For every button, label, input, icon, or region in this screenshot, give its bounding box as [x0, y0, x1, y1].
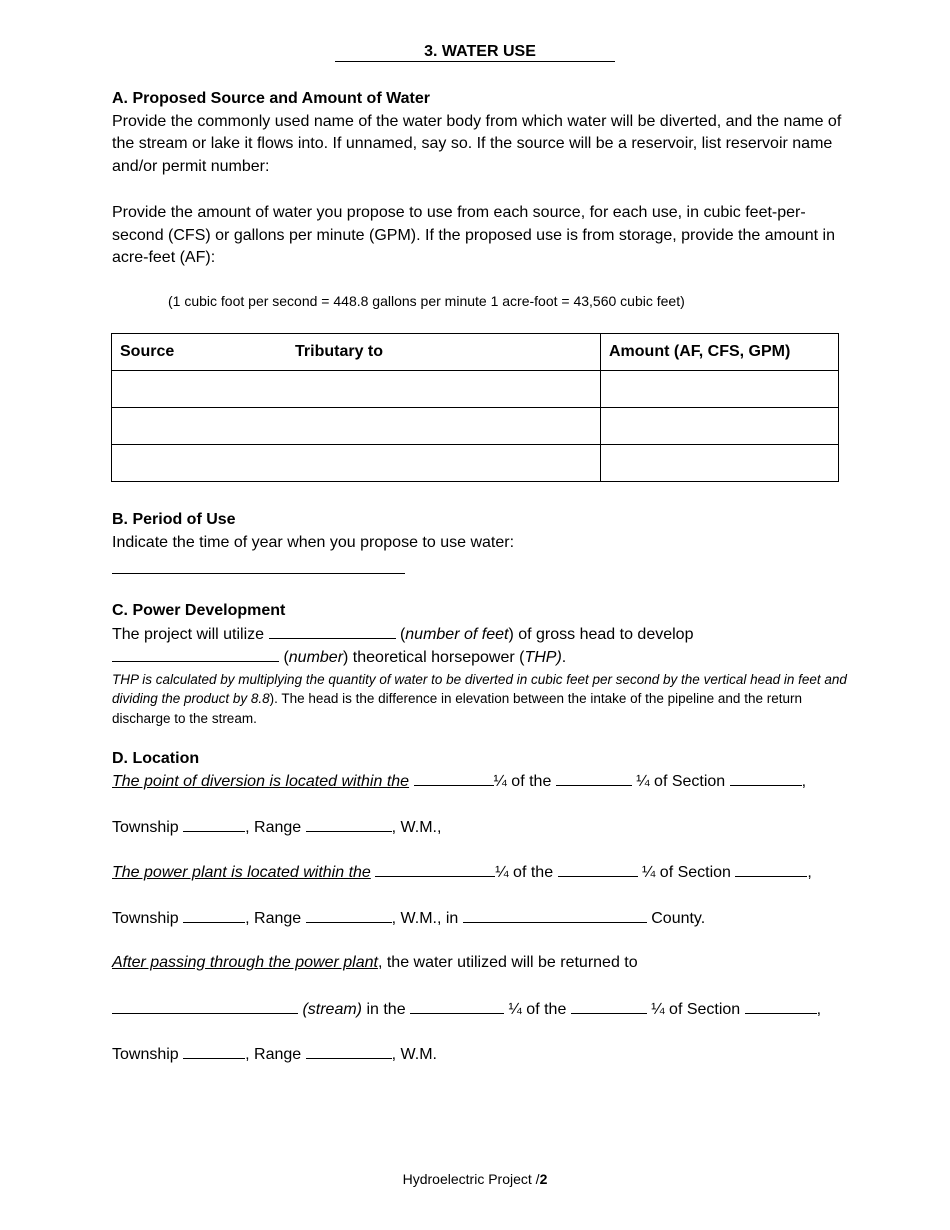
diversion-quarter-field[interactable]	[414, 770, 494, 786]
powerplant-township-field[interactable]	[183, 907, 245, 923]
section-c	[112, 600, 852, 728]
return-section-field[interactable]	[745, 998, 817, 1014]
page-number: 2	[539, 1171, 548, 1187]
return-quarter-field[interactable]	[410, 998, 504, 1014]
page-title: 3. WATER USE	[335, 42, 615, 62]
diversion-township-line: Township , Range , W.M.,	[112, 816, 441, 840]
section-a-instructions-2: Provide the amount of water you propose to use from each source, for each use, in cubic feet-per-second (CFS) or gallons per minute (GPM). If the proposed use is from storage, provide the amount in acre-feet (AF):	[112, 204, 835, 266]
return-line: After passing through the power plant, the water utilized will be returned to	[112, 954, 638, 971]
section-a	[112, 88, 852, 178]
table-row	[112, 445, 839, 482]
conversion-note: (1 cubic foot per second = 448.8 gallons per minute 1 acre-foot = 43,560 cubic feet)	[168, 293, 685, 309]
amount-input-cell[interactable]	[601, 445, 839, 482]
source-input-cell[interactable]	[112, 371, 601, 408]
return-township-line: Township , Range , W.M.	[112, 1043, 437, 1067]
source-input-cell[interactable]	[112, 445, 601, 482]
powerplant-section-field[interactable]	[735, 861, 807, 877]
powerplant-quarter2-field[interactable]	[558, 861, 638, 877]
col-source: Source	[120, 342, 175, 360]
amount-input-cell[interactable]	[601, 408, 839, 445]
section-b-instructions: Indicate the time of year when you propose to use water:	[112, 533, 515, 551]
diversion-township-field[interactable]	[183, 816, 245, 832]
table-row	[112, 371, 839, 408]
table-header-row	[112, 334, 839, 371]
return-quarter2-field[interactable]	[571, 998, 647, 1014]
section-b	[112, 509, 852, 554]
thp-note: THP is calculated by multiplying the quantity of water to be diverted in cubic feet per second by the vertical head in feet and dividing the product by 8.8). The head is the difference in elevation between the intake of the pipeline and the return discharge to the stream.	[112, 671, 847, 726]
amount-input-cell[interactable]	[601, 371, 839, 408]
powerplant-range-field[interactable]	[306, 907, 392, 923]
county-field[interactable]	[463, 907, 647, 923]
horsepower-field[interactable]	[112, 646, 279, 662]
powerplant-line: The power plant is located within the ¼ of the ¼ of Section ,	[112, 861, 812, 885]
return-township-field[interactable]	[183, 1043, 245, 1059]
power-line-1: The project will utilize (number of feet) of gross head to develop	[112, 623, 852, 647]
source-input-cell[interactable]	[112, 408, 601, 445]
section-c-heading: C. Power Development	[112, 602, 286, 619]
period-of-use-field[interactable]	[112, 573, 405, 574]
diversion-section-field[interactable]	[730, 770, 802, 786]
diversion-range-field[interactable]	[306, 816, 392, 832]
return-range-field[interactable]	[306, 1043, 392, 1059]
page-footer: Hydroelectric Project /2	[402, 1171, 548, 1187]
section-b-heading: B. Period of Use	[112, 511, 236, 528]
section-a-amount	[112, 202, 852, 270]
return-stream-line: (stream) in the ¼ of the ¼ of Section ,	[112, 998, 821, 1022]
diversion-quarter2-field[interactable]	[556, 770, 632, 786]
source-table	[111, 333, 839, 482]
section-a-heading: A. Proposed Source and Amount of Water	[112, 90, 430, 107]
powerplant-quarter-field[interactable]	[375, 861, 495, 877]
power-line-2: (number) theoretical horsepower (THP).	[112, 646, 852, 670]
section-d-heading: D. Location	[112, 750, 200, 767]
table-row	[112, 408, 839, 445]
col-tributary: Tributary to	[295, 342, 384, 360]
col-amount: Amount (AF, CFS, GPM)	[601, 334, 839, 371]
section-a-instructions-1: Provide the commonly used name of the water body from which water will be diverted, and the name of the stream or lake it flows into. If unnamed, say so. If the source will be a reservoir, list reservoir name and/or permit number:	[112, 112, 842, 175]
diversion-line: The point of diversion is located within the ¼ of the ¼ of Section ,	[112, 770, 806, 794]
powerplant-township-line: Township , Range , W.M., in County.	[112, 907, 705, 931]
table-header-source-tributary	[112, 334, 601, 371]
return-stream-field[interactable]	[112, 998, 298, 1014]
section-d	[112, 748, 852, 771]
gross-head-field[interactable]	[269, 623, 396, 639]
